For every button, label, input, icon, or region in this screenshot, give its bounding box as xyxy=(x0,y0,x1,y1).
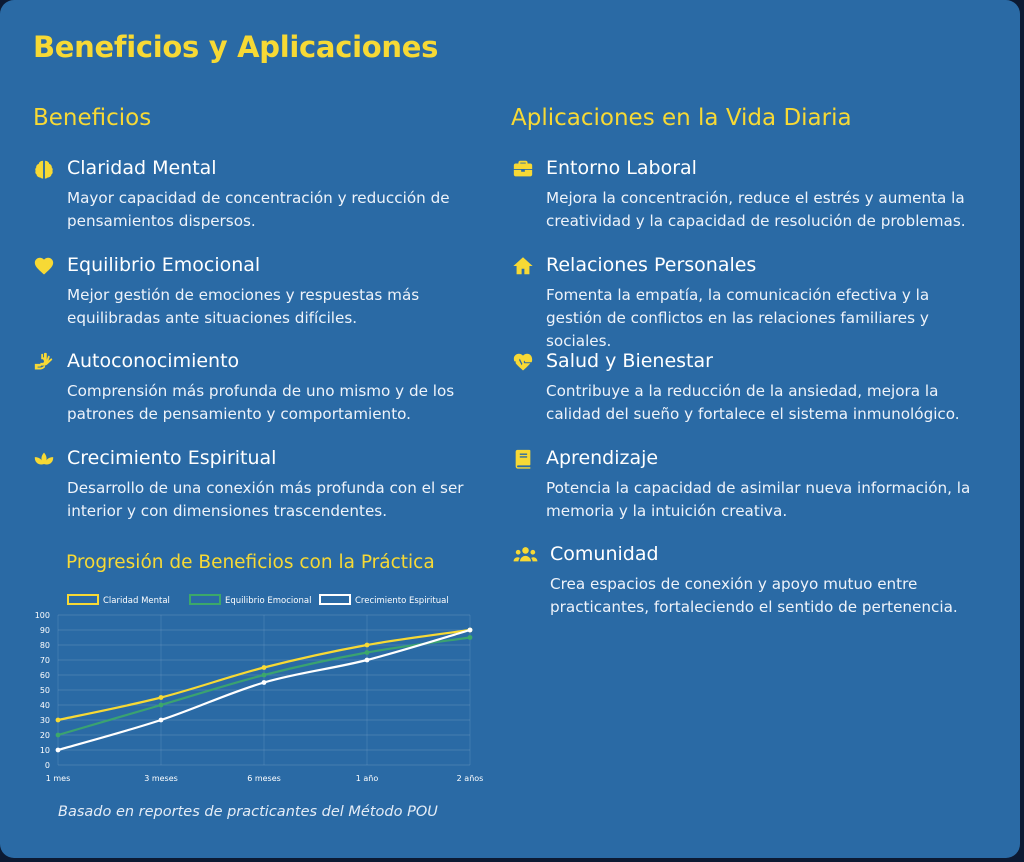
y-tick-label: 20 xyxy=(39,731,50,740)
benefit-description: Mayor capacidad de concentración y reducción de pensamientos dispersos. xyxy=(67,189,450,230)
book-icon xyxy=(511,447,535,471)
y-tick-label: 50 xyxy=(39,686,50,695)
y-tick-label: 80 xyxy=(39,641,50,650)
data-point xyxy=(365,643,370,648)
legend-label: Crecimiento Espiritual xyxy=(355,596,449,606)
benefit-description: Desarrollo de una conexión más profunda con el ser interior y con dimensiones trascendentes. xyxy=(67,479,464,520)
benefits-heading: Beneficios xyxy=(33,105,152,131)
briefcase-icon xyxy=(511,157,535,181)
data-point xyxy=(159,703,164,708)
x-tick-label: 2 años xyxy=(456,774,484,783)
benefit-description: Comprensión más profunda de uno mismo y de los patrones de pensamiento y comportamiento. xyxy=(67,382,455,423)
application-description: Fomenta la empatía, la comunicación efectiva y la gestión de conflictos en las relaciones familiares y sociales. xyxy=(546,286,930,350)
hands-icon xyxy=(32,350,56,374)
brain-icon xyxy=(32,157,56,181)
benefit-title: Equilibrio Emocional xyxy=(67,254,261,276)
legend-swatch xyxy=(68,595,98,604)
footnote: Basado en reportes de practicantes del Método POU xyxy=(58,804,438,820)
data-point xyxy=(365,658,370,663)
users-icon xyxy=(511,543,539,567)
data-point xyxy=(262,665,267,670)
data-point xyxy=(365,650,370,655)
data-point xyxy=(159,718,164,723)
legend-label: Equilibrio Emocional xyxy=(225,596,312,606)
benefit-title: Crecimiento Espiritual xyxy=(67,447,277,469)
y-tick-label: 90 xyxy=(39,626,50,635)
data-point xyxy=(262,673,267,678)
y-tick-label: 40 xyxy=(39,701,50,710)
home-icon xyxy=(511,254,535,278)
application-title: Relaciones Personales xyxy=(546,254,757,276)
applications-heading: Aplicaciones en la Vida Diaria xyxy=(511,105,852,131)
x-tick-label: 1 mes xyxy=(45,774,71,783)
application-title: Comunidad xyxy=(550,543,659,565)
chart-title: Progresión de Beneficios con la Práctica xyxy=(66,552,435,573)
application-title: Entorno Laboral xyxy=(546,157,697,179)
application-description: Crea espacios de conexión y apoyo mutuo entre practicantes, fortaleciendo el sentido de pertenencia. xyxy=(550,575,958,616)
data-point xyxy=(468,635,473,640)
legend-swatch xyxy=(320,595,350,604)
progress-line-chart xyxy=(30,590,490,790)
data-point xyxy=(56,718,61,723)
data-point xyxy=(468,628,473,633)
data-point xyxy=(56,733,61,738)
y-tick-label: 0 xyxy=(44,761,50,770)
y-tick-label: 10 xyxy=(39,746,50,755)
benefit-title: Autoconocimiento xyxy=(67,350,240,372)
application-description: Potencia la capacidad de asimilar nueva información, la memoria y la intuición creativa. xyxy=(546,479,971,520)
x-tick-label: 1 año xyxy=(355,774,379,783)
data-point xyxy=(56,748,61,753)
y-tick-label: 30 xyxy=(39,716,50,725)
x-tick-label: 3 meses xyxy=(144,774,178,783)
heartbeat-icon xyxy=(511,350,535,374)
application-title: Salud y Bienestar xyxy=(546,350,713,372)
y-tick-label: 100 xyxy=(34,611,50,620)
heart-icon xyxy=(32,254,56,278)
benefit-description: Mejor gestión de emociones y respuestas más equilibradas ante situaciones difíciles. xyxy=(67,286,420,327)
legend-swatch xyxy=(190,595,220,604)
data-point xyxy=(262,680,267,685)
application-description: Contribuye a la reducción de la ansiedad, mejora la calidad del sueño y fortalece el sistema inmunológico. xyxy=(546,382,960,423)
y-tick-label: 70 xyxy=(39,656,50,665)
benefit-title: Claridad Mental xyxy=(67,157,217,179)
legend-label: Claridad Mental xyxy=(103,596,170,606)
data-point xyxy=(159,695,164,700)
page-title: Beneficios y Aplicaciones xyxy=(33,30,439,64)
x-tick-label: 6 meses xyxy=(247,774,281,783)
y-tick-label: 60 xyxy=(39,671,50,680)
application-title: Aprendizaje xyxy=(546,447,659,469)
application-description: Mejora la concentración, reduce el estrés y aumenta la creatividad y la capacidad de resolución de problemas. xyxy=(546,189,966,230)
lotus-icon xyxy=(32,447,56,471)
